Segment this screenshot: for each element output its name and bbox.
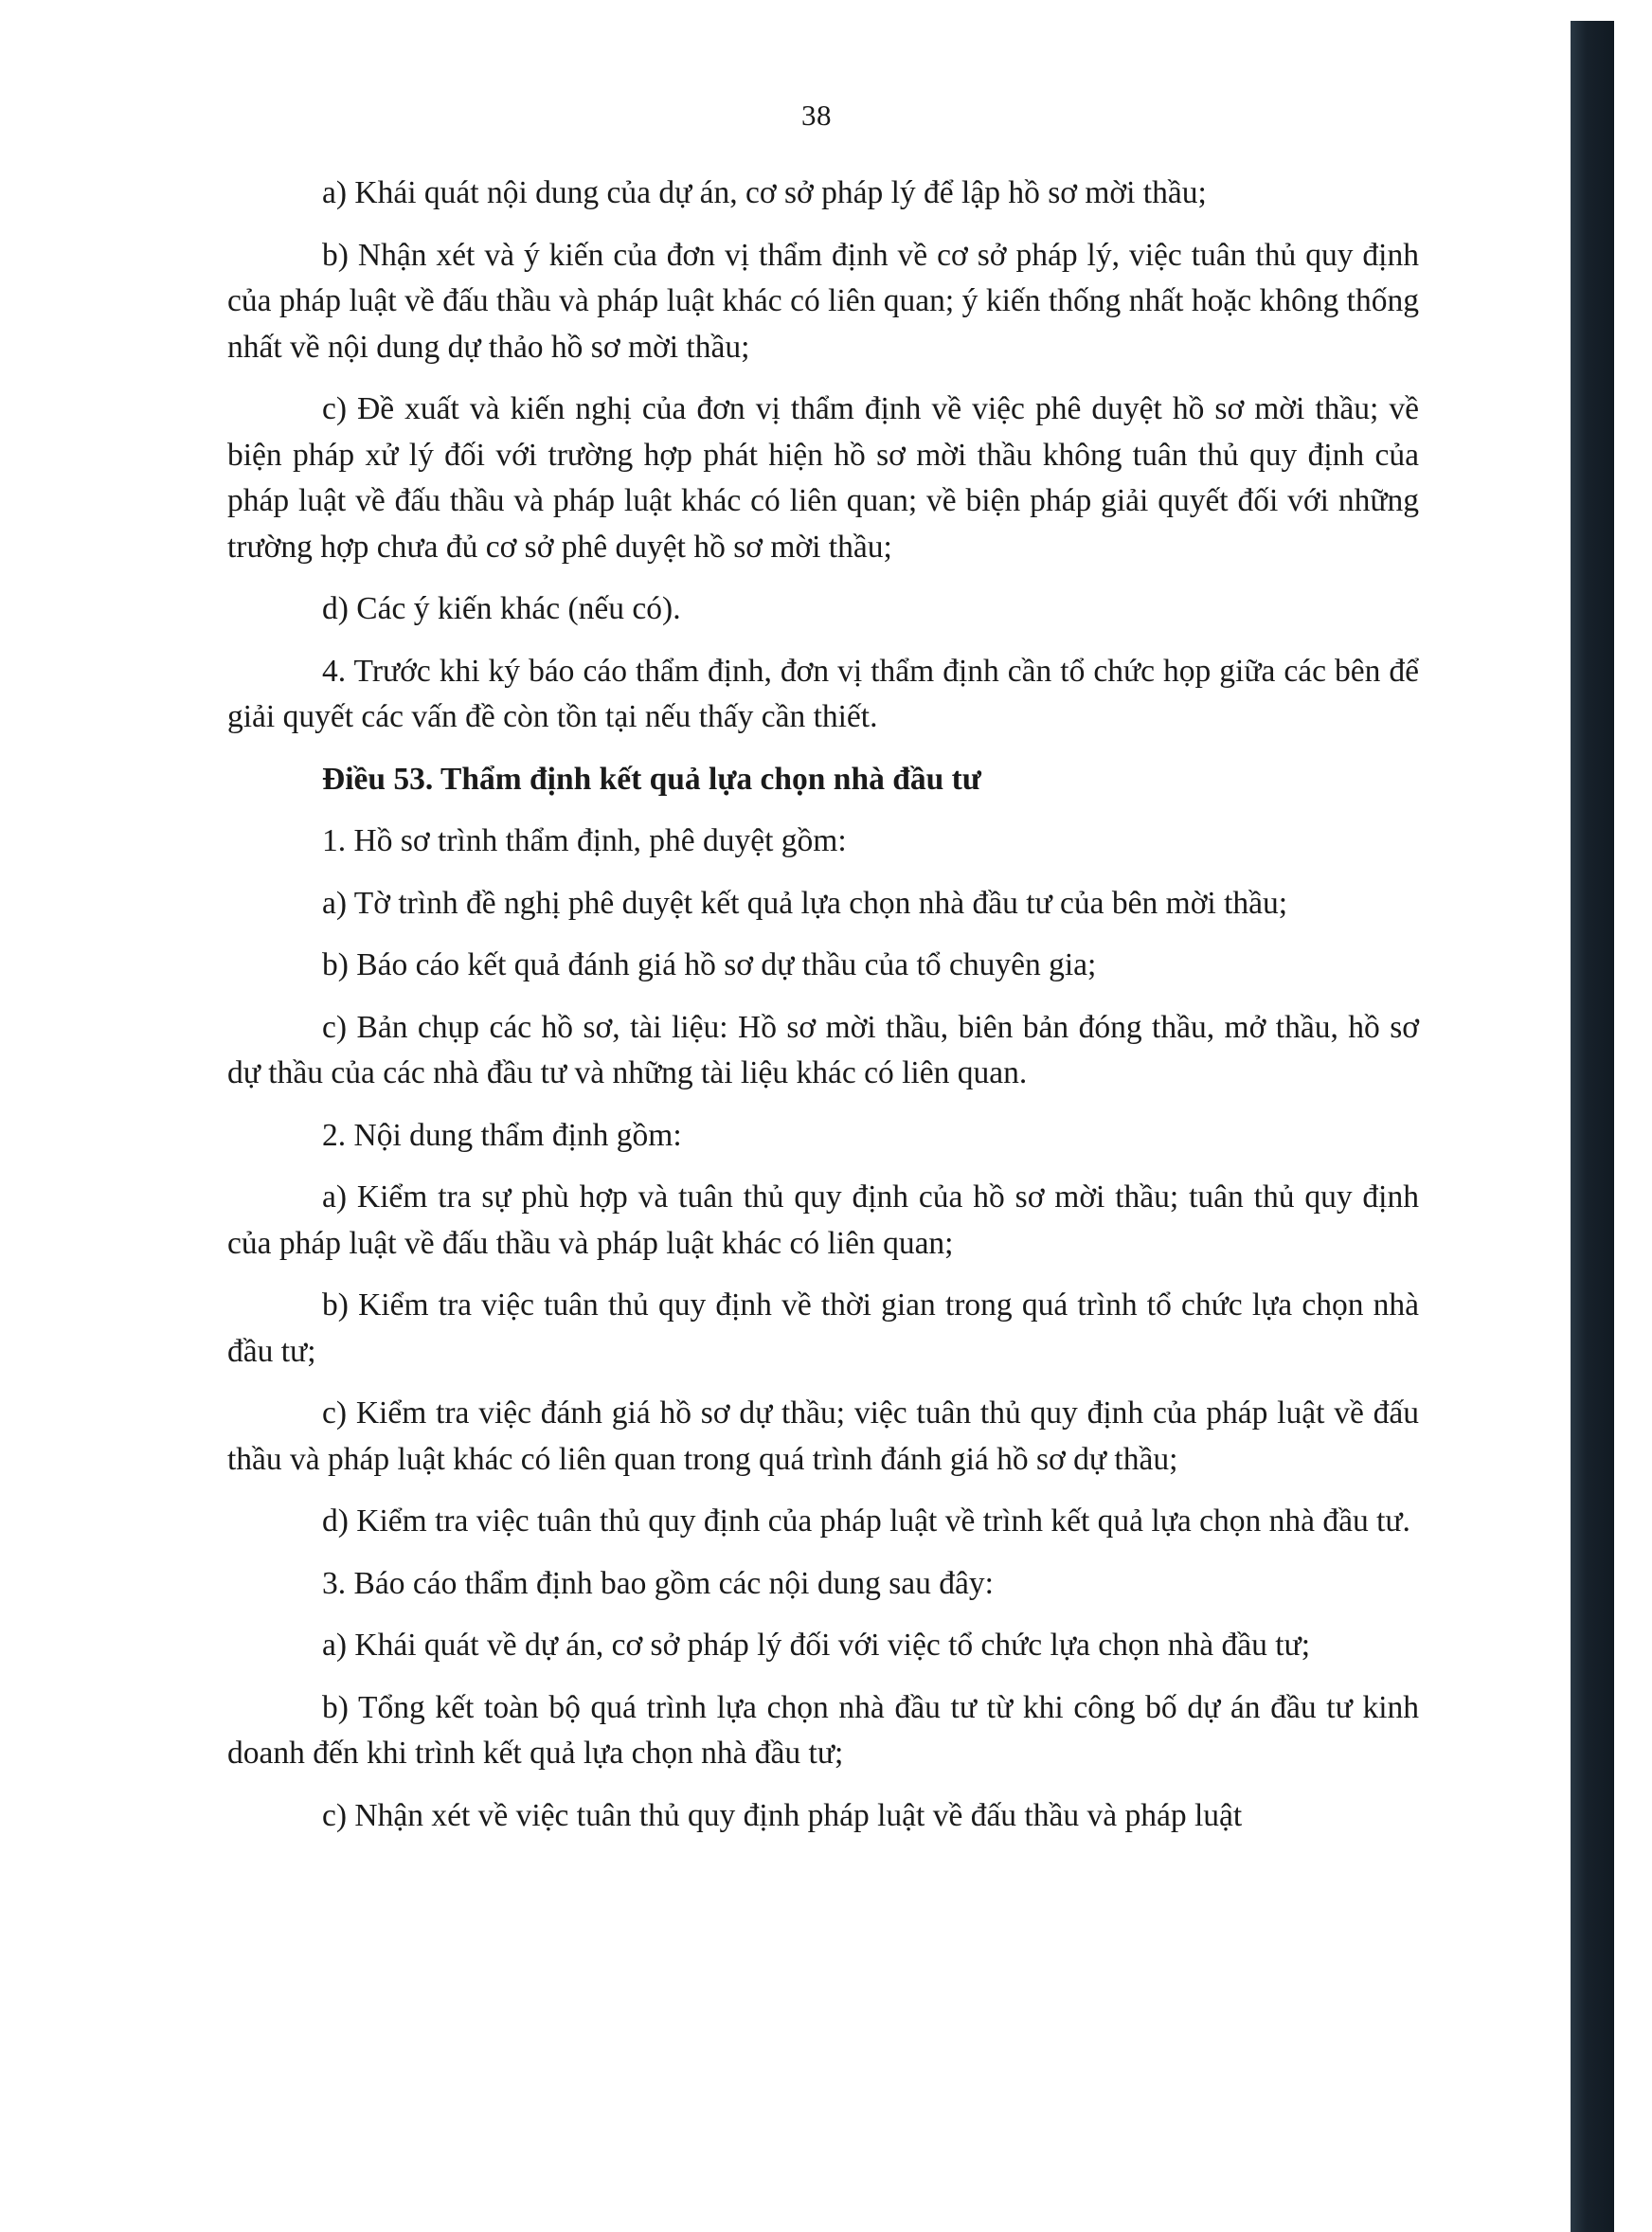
paragraph: 1. Hồ sơ trình thẩm định, phê duyệt gồm: [322,823,847,858]
paragraph: c) Bản chụp các hồ sơ, tài liệu: Hồ sơ mời thầu, biên bản đóng thầu, mở thầu, hồ sơ dự thầu của các nhà đầu tư và những tài liệu khác có liên quan. [227,1009,1419,1090]
paragraph: a) Kiểm tra sự phù hợp và tuân thủ quy định của hồ sơ mời thầu; tuân thủ quy định của pháp luật về đấu thầu và pháp luật khác có liên quan; [227,1179,1419,1261]
paragraph: 2. Nội dung thẩm định gồm: [322,1117,682,1153]
paragraph: b) Kiểm tra việc tuân thủ quy định về thời gian trong quá trình tổ chức lựa chọn nhà đầu tư; [227,1287,1419,1369]
paragraph: c) Nhận xét về việc tuân thủ quy định pháp luật về đấu thầu và pháp luật [322,1797,1243,1833]
page-number: 38 [801,99,832,132]
paragraph: a) Khái quát nội dung của dự án, cơ sở pháp lý để lập hồ sơ mời thầu; [322,175,1207,210]
paragraph: a) Khái quát về dự án, cơ sở pháp lý đối với việc tổ chức lựa chọn nhà đầu tư; [322,1628,1311,1663]
paragraph: c) Kiểm tra việc đánh giá hồ sơ dự thầu; việc tuân thủ quy định của pháp luật về đấu thầu và pháp luật khác có liên quan trong quá trình đánh giá hồ sơ dự thầu; [227,1395,1419,1477]
paragraph: b) Tổng kết toàn bộ quá trình lựa chọn nhà đầu tư từ khi công bố dự án đầu tư kinh doanh đến khi trình kết quả lựa chọn nhà đầu tư; [227,1689,1419,1771]
scan-border-edge [1571,21,1614,2232]
paragraph: b) Nhận xét và ý kiến của đơn vị thẩm định về cơ sở pháp lý, việc tuân thủ quy định của pháp luật về đấu thầu và pháp luật khác có liên quan; ý kiến thống nhất hoặc không thống nhất về nội dung dự thảo hồ sơ mời thầu; [227,237,1419,365]
paragraph: a) Tờ trình đề nghị phê duyệt kết quả lựa chọn nhà đầu tư của bên mời thầu; [322,885,1288,921]
article-heading: Điều 53. Thẩm định kết quả lựa chọn nhà đầu tư [322,761,981,797]
paragraph: b) Báo cáo kết quả đánh giá hồ sơ dự thầu của tổ chuyên gia; [322,947,1097,982]
paragraph: c) Đề xuất và kiến nghị của đơn vị thẩm định về việc phê duyệt hồ sơ mời thầu; về biện pháp xử lý đối với trường hợp phát hiện hồ sơ mời thầu không tuân thủ quy định của pháp luật về đấu thầu và pháp luật khác có liên quan; về biện pháp giải quyết đối với những trường hợp chưa đủ cơ sở phê duyệt hồ sơ mời thầu; [227,391,1419,565]
paragraph: d) Kiểm tra việc tuân thủ quy định của pháp luật về trình kết quả lựa chọn nhà đầu tư. [322,1503,1410,1539]
document-body [227,171,1419,1855]
paragraph: 3. Báo cáo thẩm định bao gồm các nội dung sau đây: [322,1565,994,1601]
paragraph: 4. Trước khi ký báo cáo thẩm định, đơn vị thẩm định cần tổ chức họp giữa các bên để giải quyết các vấn đề còn tồn tại nếu thấy cần thiết. [227,653,1419,734]
paragraph: d) Các ý kiến khác (nếu có). [322,591,681,626]
